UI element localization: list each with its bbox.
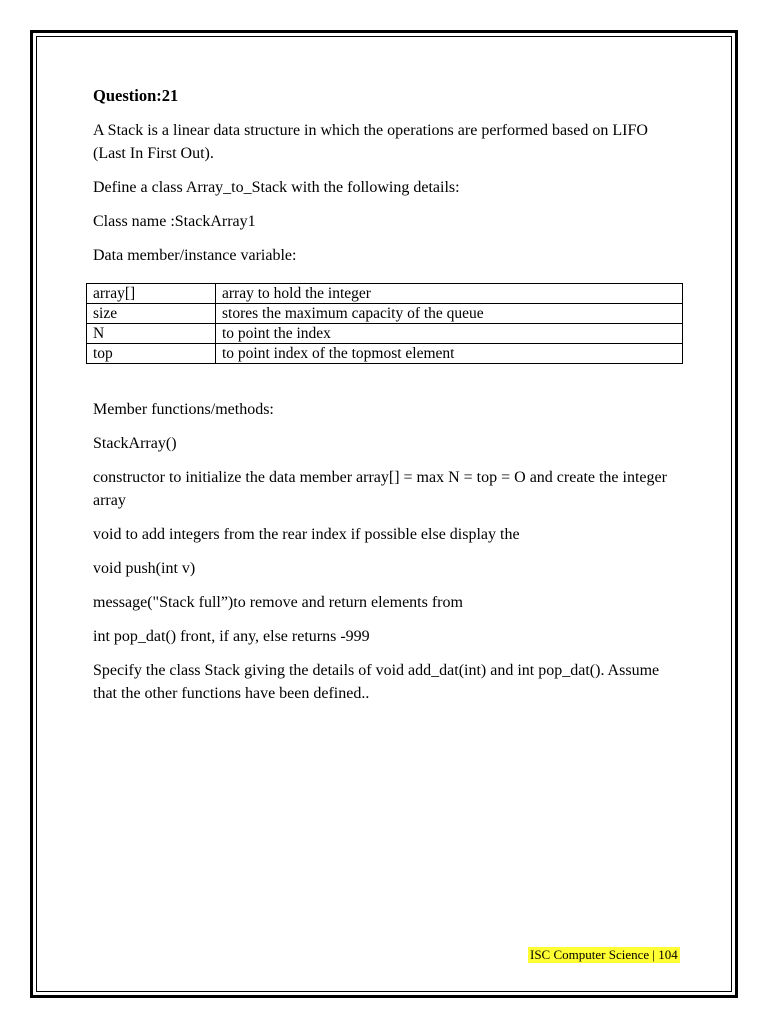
table-row <box>87 304 683 324</box>
member-name: size <box>87 304 216 324</box>
specify-paragraph: Specify the class Stack giving the details of void add_dat(int) and int pop_dat(). Assume that the other functions have been defined.. <box>93 662 660 702</box>
member-name: N <box>87 324 216 344</box>
data-members-heading: Data member/instance variable: <box>93 247 297 264</box>
method-line: void to add integers from the rear index if possible else display the <box>93 526 520 543</box>
page-footer: ISC Computer Science | 104 <box>530 947 678 962</box>
question-title: Question:21 <box>93 86 179 105</box>
data-members-table <box>86 283 683 364</box>
member-name: array[] <box>87 284 216 304</box>
question-body <box>93 84 683 278</box>
methods-heading: Member functions/methods: <box>93 401 274 418</box>
method-line: constructor to initialize the data member array[] = max N = top = O and create the integer array <box>93 469 667 509</box>
intro-paragraph: A Stack is a linear data structure in which the operations are performed based on LIFO (Last In First Out). <box>93 122 648 162</box>
method-line: StackArray() <box>93 435 177 452</box>
method-line: void push(int v) <box>93 560 196 577</box>
member-description: array to hold the integer <box>216 284 683 304</box>
table-row <box>87 284 683 304</box>
member-description: to point index of the topmost element <box>216 344 683 364</box>
member-name: top <box>87 344 216 364</box>
member-description: stores the maximum capacity of the queue <box>216 304 683 324</box>
member-description: to point the index <box>216 324 683 344</box>
method-line: message("Stack full”)to remove and return elements from <box>93 594 463 611</box>
table-row <box>87 324 683 344</box>
table-row <box>87 344 683 364</box>
method-line: int pop_dat() front, if any, else returns -999 <box>93 628 370 645</box>
methods-body <box>93 398 683 716</box>
class-name-paragraph: Class name :StackArray1 <box>93 213 256 230</box>
define-paragraph: Define a class Array_to_Stack with the following details: <box>93 179 460 196</box>
